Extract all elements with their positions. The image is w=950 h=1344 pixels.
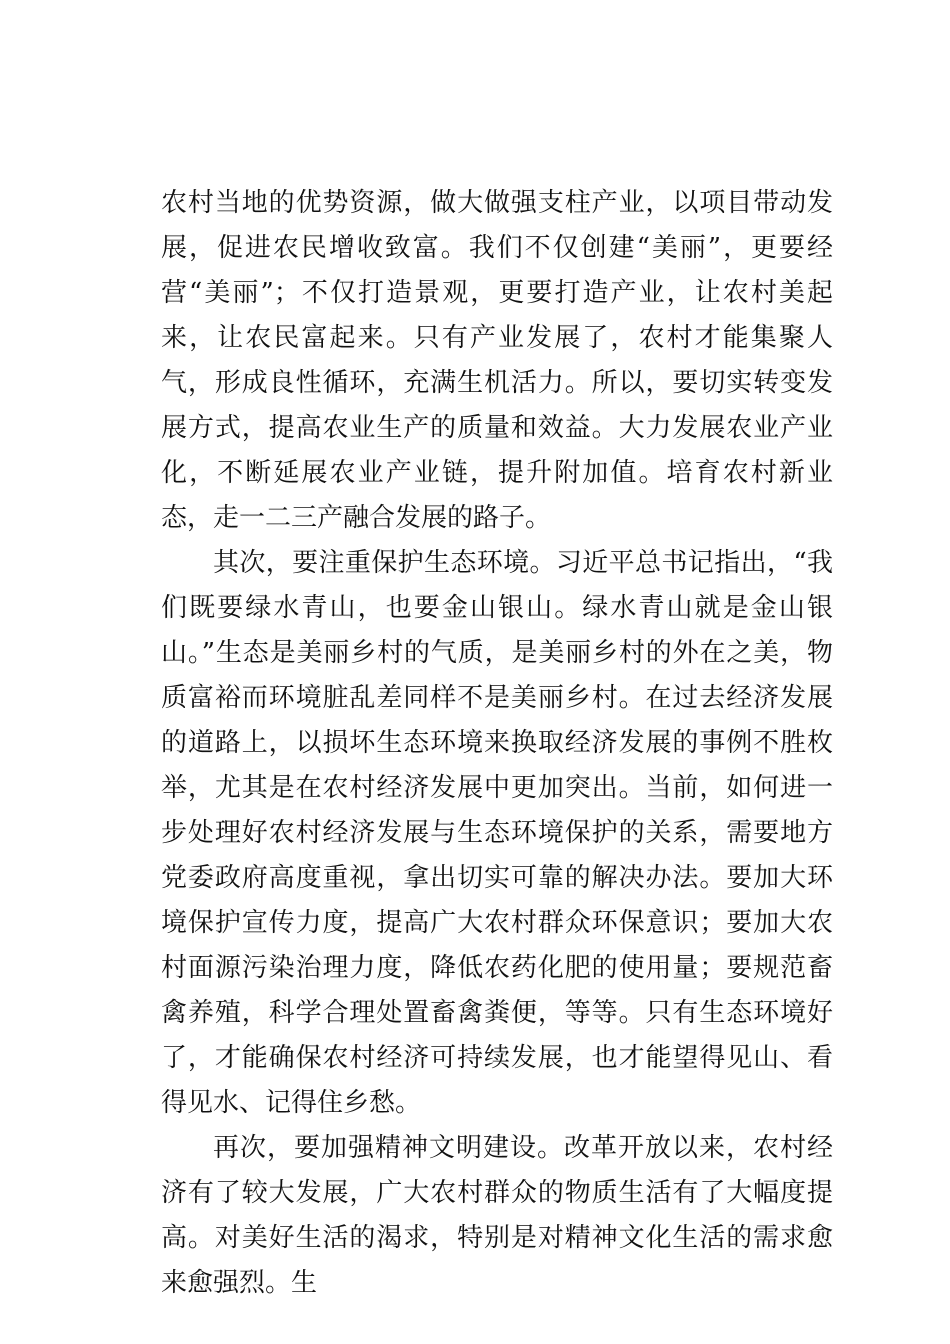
paragraph-2: 其次，要注重保护生态环境。习近平总书记指出，“我们既要绿水青山，也要金山银山。绿水青山就是金山银山。”生态是美丽乡村的气质，是美丽乡村的外在之美，物质富裕而环境脏乱差同样不是美丽乡村。在过去经济发展的道路上，以损坏生态环境来换取经济发展的事例不胜枚举，尤其是在农村经济发展中更加突出。当前，如何进一步处理好农村经济发展与生态环境保护的关系，需要地方党委政府高度重视，拿出切实可靠的解决办法。要加大环境保护宣传力度，提高广大农村群众环保意识；要加大农村面源污染治理力度，降低农药化肥的使用量；要规范畜禽养殖，科学合理处置畜禽粪便，等等。只有生态环境好了，才能确保农村经济可持续发展，也才能望得见山、看得见水、记得住乡愁。 [161, 548, 833, 1118]
body-text [161, 181, 833, 1306]
paragraph-3: 再次，要加强精神文明建设。改革开放以来，农村经济有了较大发展，广大农村群众的物质生活有了大幅度提高。对美好生活的渴求，特别是对精神文化生活的需求愈来愈强烈。生 [161, 1133, 833, 1298]
paragraph-1: 农村当地的优势资源，做大做强支柱产业，以项目带动发展，促进农民增收致富。我们不仅创建“美丽”，更要经营“美丽”；不仅打造景观，更要打造产业，让农村美起来，让农民富起来。只有产业发展了，农村才能集聚人气，形成良性循环，充满生机活力。所以，要切实转变发展方式，提高农业生产的质量和效益。大力发展农业产业化，不断延展农业产业链，提升附加值。培育农村新业态，走一二三产融合发展的路子。 [161, 188, 833, 533]
